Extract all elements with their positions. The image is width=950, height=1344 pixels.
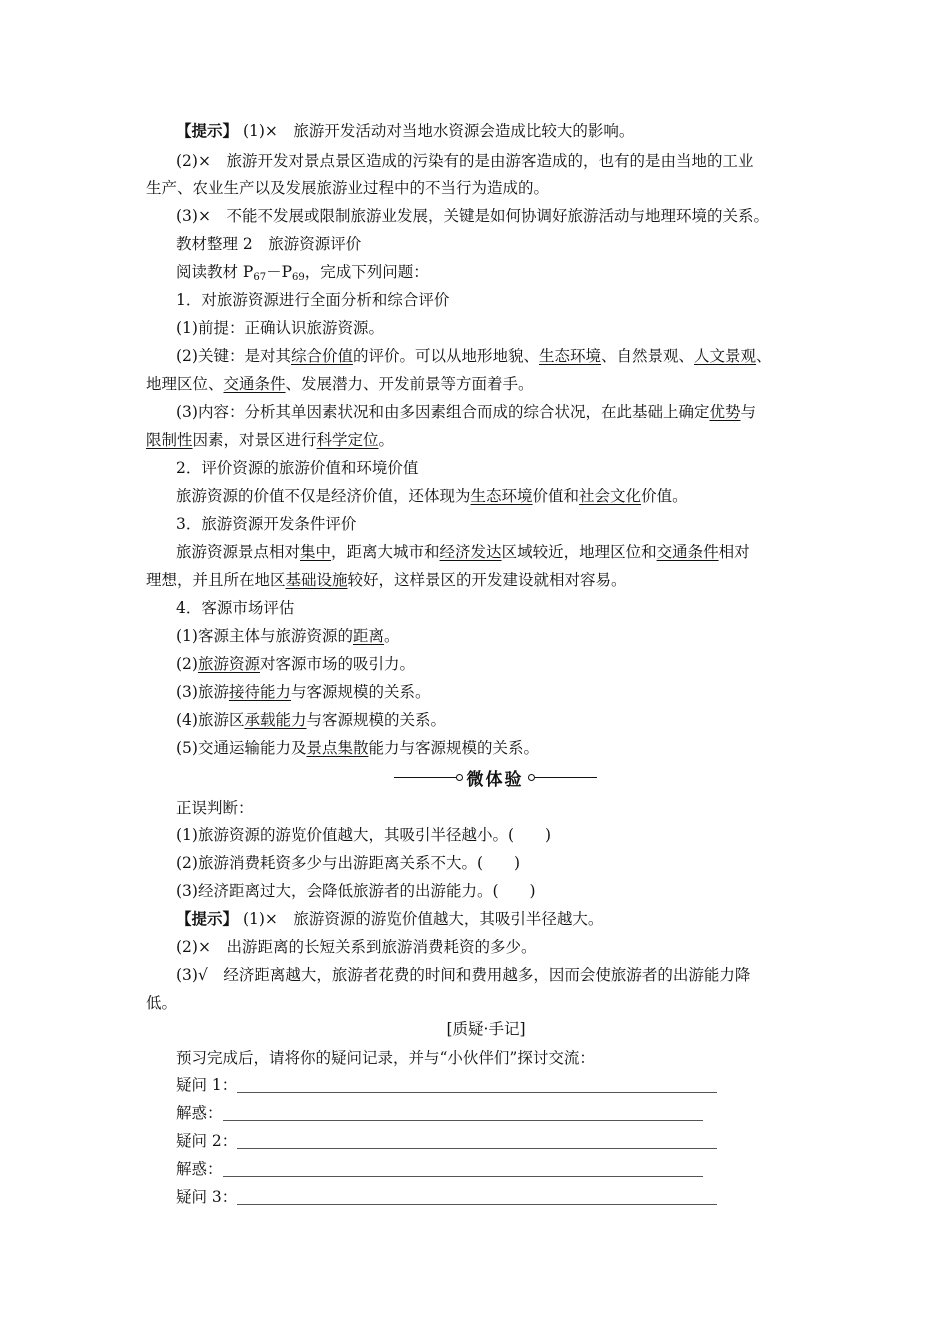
answer-blank: 经济发达 <box>439 543 502 561</box>
answer-blank: 限制性 <box>146 431 193 449</box>
item4-4: (4)旅游区承载能力与客源规模的关系。 <box>176 711 446 729</box>
answer-blank: 基础设施 <box>285 571 348 589</box>
item4-1: (1)客源主体与旅游资源的距离。 <box>176 627 400 645</box>
quiz-question-2: (2)旅游消费耗资多少与出游距离关系不大。( ) <box>176 854 521 872</box>
question-row-1: 疑问 1： <box>176 1072 717 1098</box>
item2-text: 旅游资源的价值不仅是经济价值，还体现为生态环境价值和社会文化价值。 <box>176 487 688 505</box>
hint1-line3: (3)× 不能不发展或限制旅游业发展，关键是如何协调好旅游活动与地理环境的关系。 <box>176 207 769 225</box>
item1-1: (1)前提：正确认识旅游资源。 <box>176 319 384 337</box>
item1-3-line2: 限制性因素，对景区进行科学定位。 <box>146 431 395 449</box>
item3-heading: 3．旅游资源开发条件评价 <box>176 515 357 533</box>
item4-5: (5)交通运输能力及景点集散能力与客源规模的关系。 <box>176 739 539 757</box>
divider-rule <box>535 777 597 778</box>
hint2-line3b: 低。 <box>146 994 178 1012</box>
question-row-3: 疑问 3： <box>176 1184 717 1210</box>
answer-blank: 社会文化 <box>579 487 642 505</box>
answer-blank: 人文景观 <box>694 347 757 365</box>
answer-blank: 生态环境 <box>470 487 533 505</box>
hint1-line2b: 生产、农业生产以及发展旅游业过程中的不当行为造成的。 <box>146 179 550 197</box>
hint2-line2: (2)× 出游距离的长短关系到旅游消费耗资的多少。 <box>176 938 537 956</box>
section-title: 教材整理 2 旅游资源评价 <box>176 235 362 253</box>
read-instruction: 阅读教材 $P_{67}-P_{69}$，完成下列问题： <box>176 263 429 283</box>
item4-3: (3)旅游接待能力与客源规模的关系。 <box>176 683 431 701</box>
notes-intro: 预习完成后，请将你的疑问记录，并与“小伙伴们”探讨交流： <box>176 1049 595 1067</box>
item1-2-line2: 地理区位、交通条件、发展潜力、开发前景等方面着手。 <box>146 375 534 393</box>
answer-blank: 科学定位 <box>316 431 379 449</box>
item1-2-line1: (2)关键：是对其综合价值的评价。可以从地形地貌、生态环境、自然景观、人文景观、 <box>176 347 772 365</box>
answer-blank: 交通条件 <box>223 375 286 393</box>
quiz-question-3: (3)经济距离过大，会降低旅游者的出游能力。( ) <box>176 882 536 900</box>
item1-heading: 1．对旅游资源进行全面分析和综合评价 <box>176 291 450 309</box>
hint-tag: 【提示】 <box>176 909 239 928</box>
answer-2-input[interactable] <box>223 1158 703 1177</box>
notes-title: [质疑·手记] <box>446 1020 526 1038</box>
hint1-line1: 【提示】 (1)× 旅游开发活动对当地水资源会造成比较大的影响。 <box>176 121 635 140</box>
item2-heading: 2．评价资源的旅游价值和环境价值 <box>176 459 419 477</box>
question-row-2: 疑问 2： <box>176 1128 717 1154</box>
hint2-line1: 【提示】 (1)× 旅游资源的游览价值越大，其吸引半径越大。 <box>176 909 604 928</box>
item4-2: (2)旅游资源对客源市场的吸引力。 <box>176 655 415 673</box>
quiz-question-1: (1)旅游资源的游览价值越大，其吸引半径越小。( ) <box>176 826 552 844</box>
item4-heading: 4．客源市场评估 <box>176 599 295 617</box>
answer-blank: 距离 <box>352 627 384 645</box>
quiz-title: 正误判断： <box>176 799 254 817</box>
answer-blank: 景点集散 <box>306 739 369 757</box>
answer-1-input[interactable] <box>223 1102 703 1121</box>
answer-blank: 集中 <box>300 543 332 561</box>
divider-dot <box>528 774 535 781</box>
hint2-line3a: (3)√ 经济距离越大，旅游者花费的时间和费用越多，因而会使旅游者的出游能力降 <box>176 966 751 984</box>
section-divider <box>380 764 610 790</box>
item3-text-line1: 旅游资源景点相对集中，距离大城市和经济发达区域较近，地理区位和交通条件相对 <box>176 543 750 561</box>
question-1-input[interactable] <box>237 1074 717 1093</box>
divider-dot <box>456 774 463 781</box>
item1-3-line1: (3)内容：分析其单因素状况和由多因素组合而成的综合状况，在此基础上确定优势与 <box>176 403 756 421</box>
hint1-line2a: (2)× 旅游开发对景点景区造成的污染有的是由游客造成的，也有的是由当地的工业 <box>176 152 754 170</box>
hint-tag: 【提示】 <box>176 121 239 140</box>
answer-blank: 接待能力 <box>228 683 291 701</box>
answer-blank: 综合价值 <box>290 347 353 365</box>
answer-blank: 旅游资源 <box>197 655 260 673</box>
item3-text-line2: 理想，并且所在地区基础设施较好，这样景区的开发建设就相对容易。 <box>146 571 627 589</box>
answer-row-1: 解惑： <box>176 1100 703 1126</box>
divider-title: 微体验 <box>466 769 524 790</box>
answer-blank: 生态环境 <box>539 347 602 365</box>
answer-row-2: 解惑： <box>176 1156 703 1182</box>
answer-blank: 交通条件 <box>656 543 719 561</box>
answer-blank: 承载能力 <box>244 711 307 729</box>
divider-rule <box>394 777 456 778</box>
question-2-input[interactable] <box>237 1130 717 1149</box>
question-3-input[interactable] <box>237 1186 717 1205</box>
answer-blank: 优势 <box>709 403 741 421</box>
